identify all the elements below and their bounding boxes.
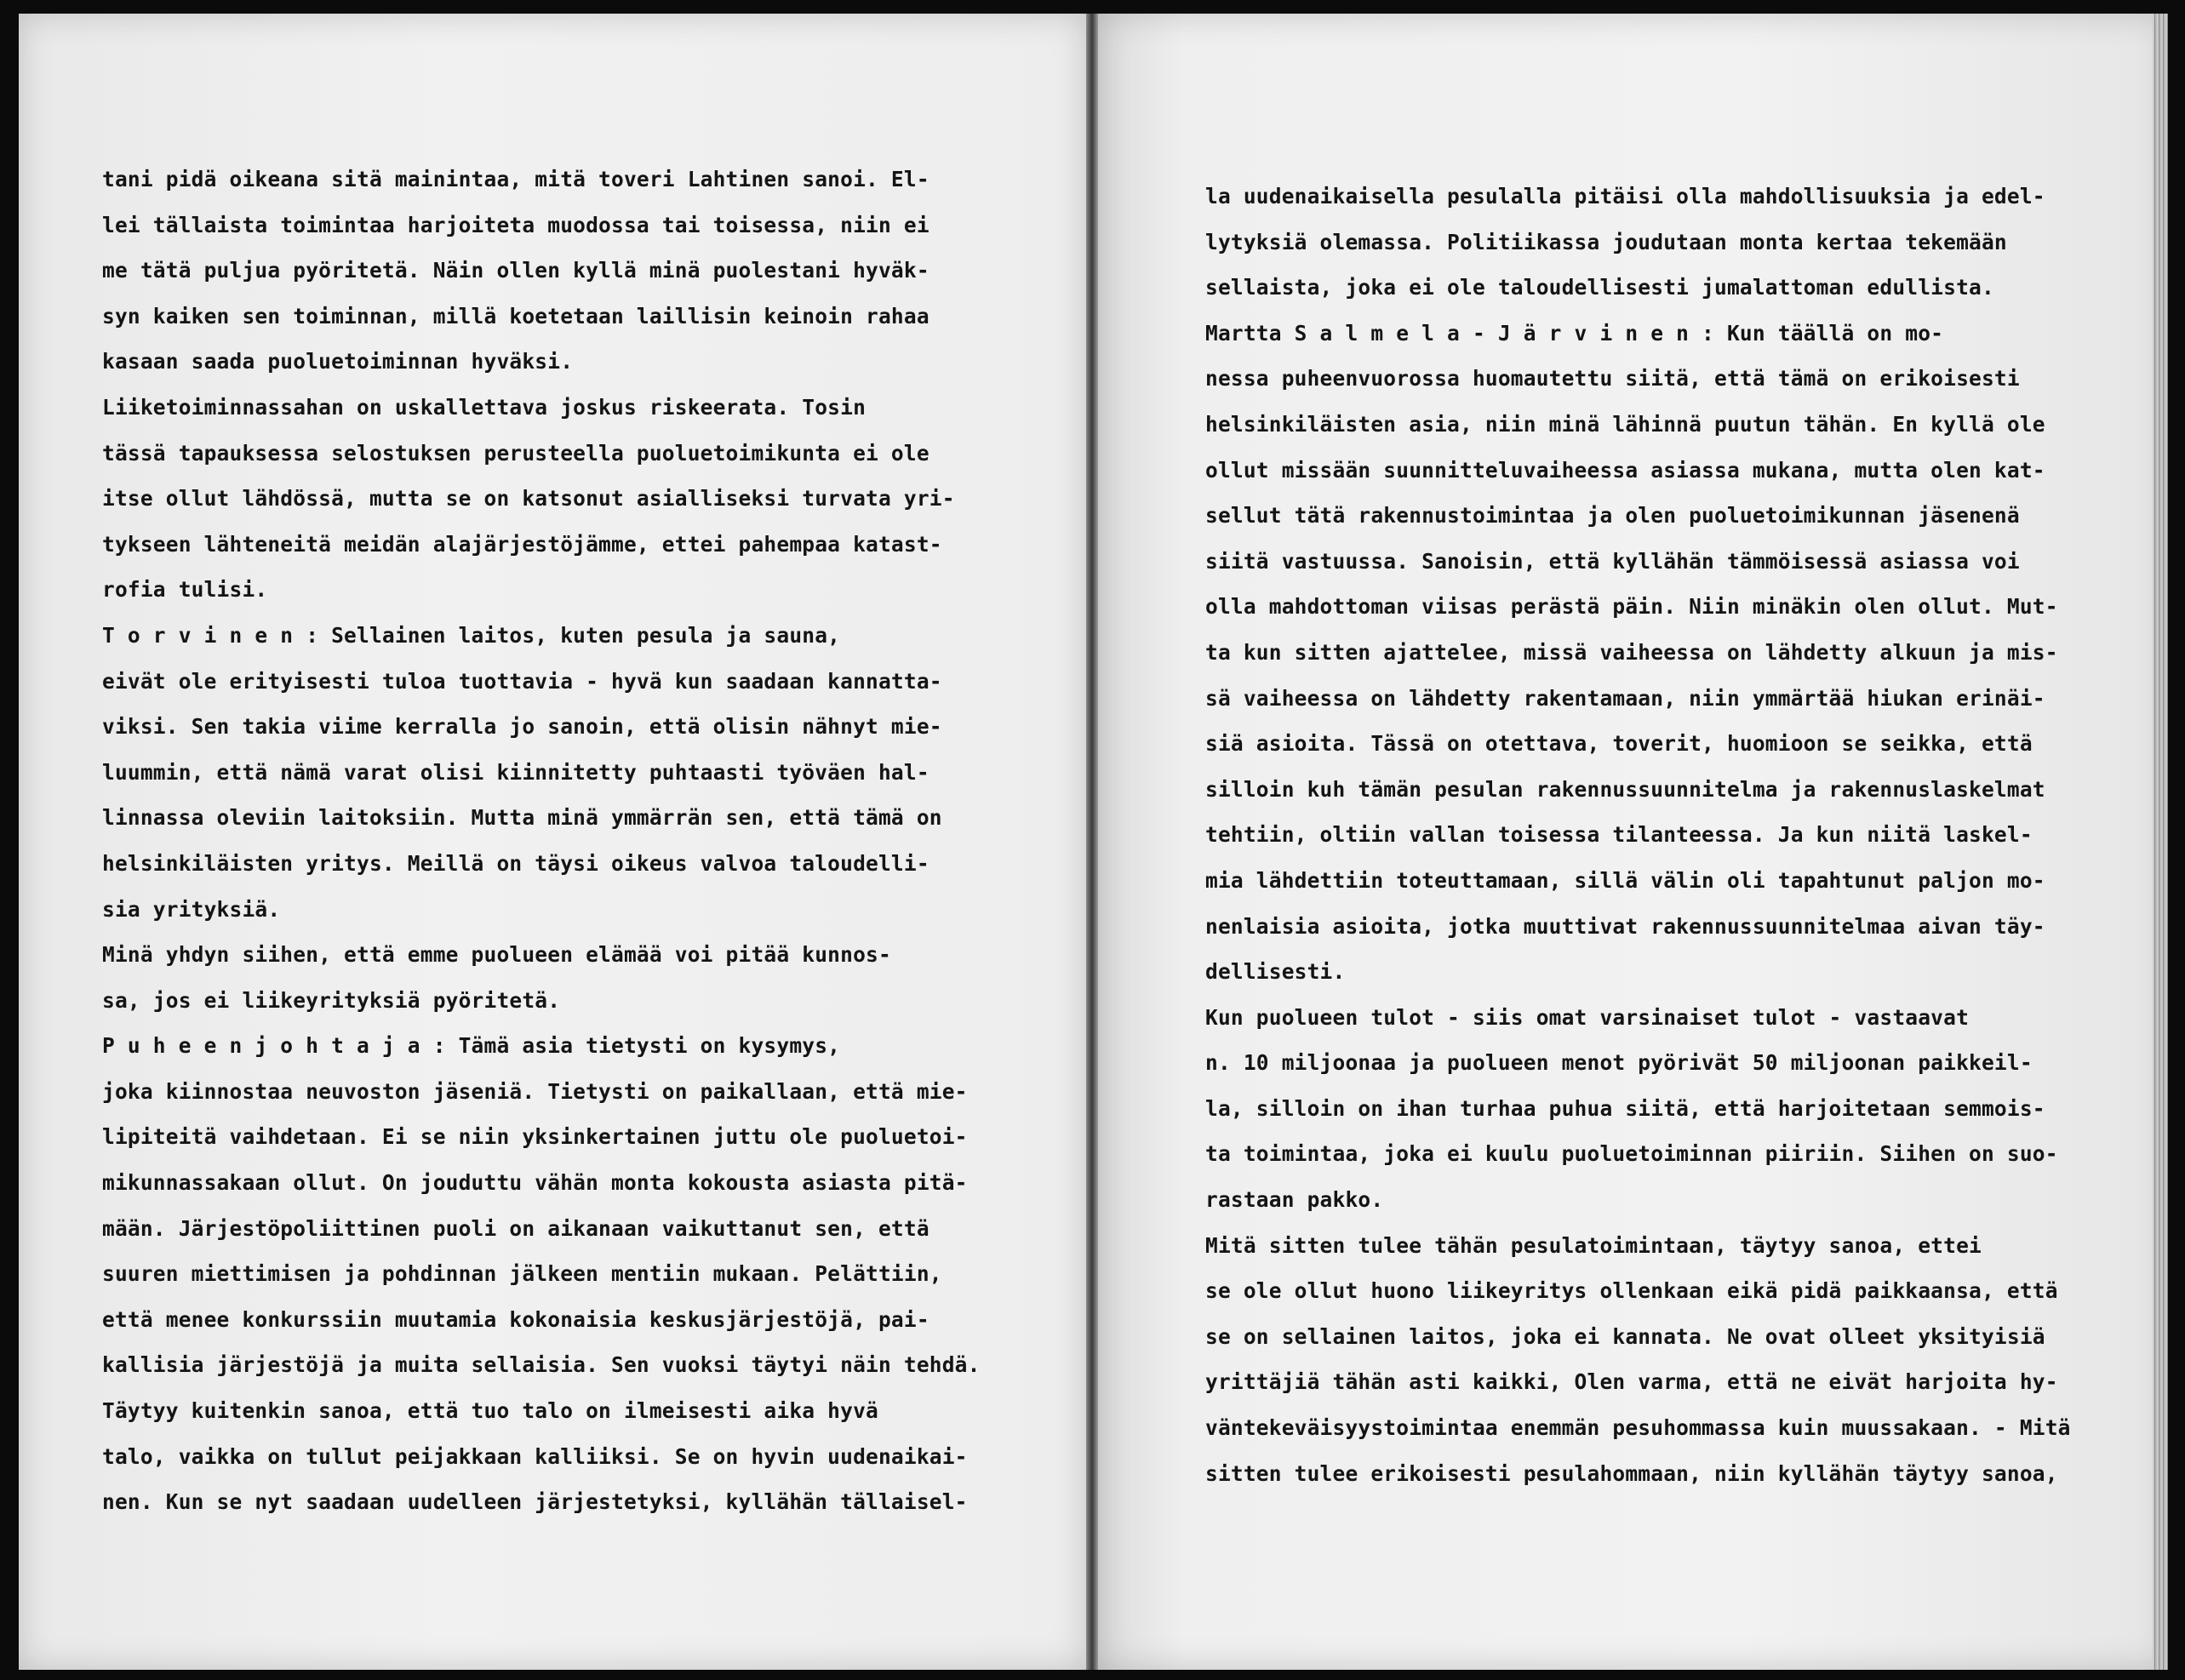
- text-line: silloin kuh tämän pesulan rakennussuunnitelma ja rakennuslaskelmat: [1205, 776, 2045, 802]
- text-line: tani pidä oikeana sitä mainintaa, mitä toveri Lahtinen sanoi. El-: [102, 167, 929, 191]
- text-line: syn kaiken sen toiminnan, millä koetetaan laillisin keinoin rahaa: [102, 303, 929, 329]
- text-line: joka kiinnostaa neuvoston jäseniä. Tietysti on paikallaan, että mie-: [102, 1078, 968, 1104]
- text-line: sä vaiheessa on lähdetty rakentamaan, niin ymmärtää hiukan erinäi-: [1205, 685, 2045, 711]
- text-line: sitten tulee erikoisesti pesulahommaan, niin kyllähän täytyy sanoa,: [1205, 1460, 2058, 1486]
- text-line: dellisesti.: [1205, 959, 1346, 985]
- text-line: Täytyy kuitenkin sanoa, että tuo talo on ilmeisesti aika hyvä: [102, 1398, 878, 1424]
- text-line: siä asioita. Tässä on otettava, toverit, huomioon se seikka, että: [1205, 731, 2033, 757]
- text-line: helsinkiläisten yritys. Meillä on täysi oikeus valvoa taloudelli-: [102, 850, 929, 876]
- text-line: lytyksiä olemassa. Politiikassa joudutaan monta kertaa tekemään: [1205, 229, 2007, 254]
- left-page: [19, 14, 1086, 1670]
- text-line: helsinkiläisten asia, niin minä lähinnä puutun tähän. En kyllä ole: [1205, 411, 2045, 437]
- text-line: nessa puheenvuorossa huomautettu siitä, että tämä on erikoisesti: [1205, 366, 2020, 391]
- text-line: sia yrityksiä.: [102, 896, 281, 922]
- text-line: Minä yhdyn siihen, että emme puolueen elämää voi pitää kunnos-: [102, 942, 891, 968]
- text-line: mään. Järjestöpoliittinen puoli on aikanaan vaikuttanut sen, että: [102, 1215, 929, 1241]
- text-line: se ole ollut huono liikeyritys ollenkaan eikä pidä paikkaansa, että: [1205, 1278, 2058, 1304]
- text-line: ta kun sitten ajattelee, missä vaiheessa on lähdetty alkuun ja mis-: [1205, 639, 2058, 665]
- text-line: tykseen lähteneitä meidän alajärjestöjämme, ettei pahempaa katast-: [102, 531, 942, 557]
- text-line: la uudenaikaisella pesulalla pitäisi olla mahdollisuuksia ja edel-: [1205, 184, 2045, 209]
- text-line: rastaan pakko.: [1205, 1187, 1384, 1213]
- text-line: mikunnassakaan ollut. On jouduttu vähän monta kokousta asiasta pitä-: [102, 1170, 968, 1196]
- text-line: linnassa oleviin laitoksiin. Mutta minä ymmärrän sen, että tämä on: [102, 805, 942, 831]
- text-line: se on sellainen laitos, joka ei kannata. Ne ovat olleet yksityisiä: [1205, 1323, 2045, 1349]
- text-line: Kun puolueen tulot - siis omat varsinaiset tulot - vastaavat: [1205, 1004, 1970, 1030]
- text-line: ta toimintaa, joka ei kuulu puoluetoiminnan piiriin. Siihen on suo-: [1205, 1141, 2058, 1167]
- text-line: sellaista, joka ei ole taloudellisesti jumalattoman edullista.: [1205, 275, 1994, 300]
- text-line: sellut tätä rakennustoimintaa ja olen puoluetoimikunnan jäsenenä: [1205, 503, 2020, 529]
- text-line: P u h e e n j o h t a j a : Tämä asia tietysti on kysymys,: [102, 1033, 841, 1059]
- right-page: [1098, 14, 2168, 1670]
- text-line: la, silloin on ihan turhaa puhua siitä, että harjoitetaan semmois-: [1205, 1095, 2045, 1121]
- text-line: ollut missään suunnitteluvaiheessa asiassa mukana, mutta olen kat-: [1205, 457, 2045, 483]
- book-spread: [19, 14, 2168, 1670]
- text-line: lei tällaista toimintaa harjoiteta muodossa tai toisessa, niin ei: [102, 212, 929, 237]
- right-page-text: [1205, 174, 2071, 1496]
- text-line: sa, jos ei liikeyrityksiä pyöritetä.: [102, 987, 561, 1013]
- text-line: Liiketoiminnassahan on uskallettava joskus riskeerata. Tosin: [102, 394, 867, 420]
- text-line: kallisia järjestöjä ja muita sellaisia. Sen vuoksi täytyi näin tehdä.: [102, 1352, 981, 1378]
- text-line: Martta S a l m e l a - J ä r v i n e n : Kun täällä on mo-: [1205, 320, 1944, 346]
- text-line: yrittäjiä tähän asti kaikki, Olen varma, että ne eivät harjoita hy-: [1205, 1369, 2058, 1395]
- text-line: kasaan saada puoluetoiminnan hyväksi.: [102, 349, 574, 374]
- left-page-text: [102, 157, 981, 1525]
- text-line: lipiteitä vaihdetaan. Ei se niin yksinkertainen juttu ole puoluetoi-: [102, 1124, 968, 1150]
- text-line: tässä tapauksessa selostuksen perusteella puoluetoimikunta ei ole: [102, 440, 929, 466]
- text-line: tehtiin, oltiin vallan toisessa tilanteessa. Ja kun niitä laskel-: [1205, 822, 2033, 848]
- text-line: nen. Kun se nyt saadaan uudelleen järjestetyksi, kyllähän tällaisel-: [102, 1489, 968, 1515]
- text-line: itse ollut lähdössä, mutta se on katsonut asialliseksi turvata yri-: [102, 486, 955, 511]
- page-edges: [2153, 14, 2168, 1670]
- book-gutter: [1086, 14, 1098, 1670]
- text-line: luummin, että nämä varat olisi kiinnitetty puhtaasti työväen hal-: [102, 759, 929, 785]
- text-line: eivät ole erityisesti tuloa tuottavia - hyvä kun saadaan kannatta-: [102, 668, 942, 694]
- text-line: Mitä sitten tulee tähän pesulatoimintaan, täytyy sanoa, ettei: [1205, 1232, 1982, 1258]
- text-line: T o r v i n e n : Sellainen laitos, kuten pesula ja sauna,: [102, 622, 841, 648]
- text-line: n. 10 miljoonaa ja puolueen menot pyörivät 50 miljoonan paikkeil-: [1205, 1050, 2033, 1076]
- text-line: väntekeväisyystoimintaa enemmän pesuhommassa kuin muussakaan. - Mitä: [1205, 1415, 2071, 1441]
- text-line: talo, vaikka on tullut peijakkaan kalliiksi. Se on hyvin uudenaikai-: [102, 1443, 968, 1469]
- text-line: mia lähdettiin toteuttamaan, sillä välin oli tapahtunut paljon mo-: [1205, 867, 2045, 893]
- text-line: siitä vastuussa. Sanoisin, että kyllähän tämmöisessä asiassa voi: [1205, 548, 2020, 574]
- text-line: olla mahdottoman viisas perästä päin. Niin minäkin olen ollut. Mut-: [1205, 594, 2058, 620]
- text-line: me tätä puljua pyöritetä. Näin ollen kyllä minä puolestani hyväk-: [102, 258, 929, 283]
- text-line: nenlaisia asioita, jotka muuttivat rakennussuunnitelmaa aivan täy-: [1205, 913, 2045, 939]
- text-line: rofia tulisi.: [102, 577, 268, 603]
- text-line: että menee konkurssiin muutamia kokonaisia keskusjärjestöjä, pai-: [102, 1306, 929, 1332]
- text-line: viksi. Sen takia viime kerralla jo sanoin, että olisin nähnyt mie-: [102, 714, 942, 740]
- text-line: suuren miettimisen ja pohdinnan jälkeen mentiin mukaan. Pelättiin,: [102, 1261, 942, 1287]
